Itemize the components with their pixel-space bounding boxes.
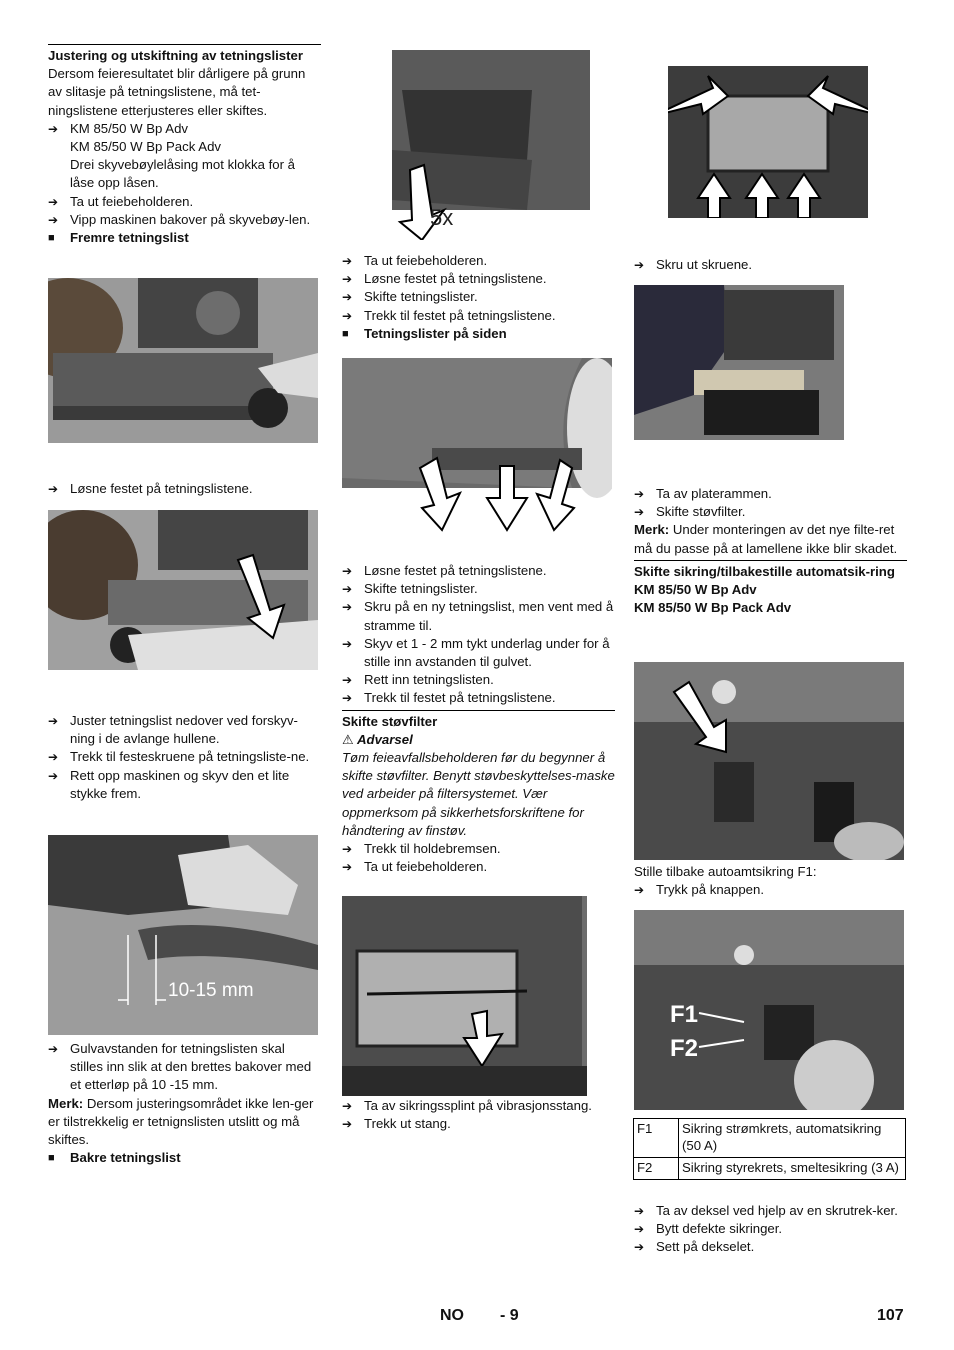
photo-filter-screws-drawing	[668, 66, 868, 218]
warning-label: ⚠ Advarsel	[342, 731, 413, 747]
fuse-description: Sikring styrekrets, smeltesikring (3 A)	[679, 1158, 906, 1180]
photo-vibration-rod	[342, 896, 587, 1096]
arrow-right-icon: ➔	[342, 308, 353, 323]
table-row	[634, 1119, 906, 1158]
arrow-right-icon: ➔	[342, 673, 353, 688]
photo-circuit-breaker-drawing	[634, 662, 904, 860]
warning-text: Tøm feieavfallsbeholderen før du begynner å skifte støvfilter. Benytt støvbeskyttelses-maske ved arbeider på filtersystemet. Vær oppmerksom på sikkerhetsforskriftene for håndtering av finstøv.	[342, 750, 615, 838]
column-3-step-a: ➔ Skru ut skruene.	[634, 256, 907, 274]
photo-circuit-breaker	[634, 662, 904, 860]
arrow-right-icon: ➔	[342, 254, 353, 268]
arrow-right-icon: ➔	[634, 487, 645, 501]
fuse-label-f2: F2	[670, 1035, 699, 1062]
bullet-front-strip: ■ Fremre tetningslist	[48, 229, 321, 247]
column-2-steps-d: ➔ Ta av sikringssplint på vibrasjonsstang. ➔ Trekk ut stang.	[342, 1097, 615, 1133]
reset-instruction: Stille tilbake autoamtsikring F1:	[634, 864, 817, 879]
warning-triangle-icon: ⚠	[342, 731, 354, 747]
arrow-right-icon: ➔	[634, 883, 645, 898]
photo-adjust-strip	[48, 510, 318, 670]
arrow-right-icon: ➔	[342, 564, 353, 578]
column-2-steps-b: ➔ Løsne festet på tetningslistene. ➔ Skifte tetningslister. ➔ Skru på en ny tetningslist, men vent med å stramme til. ➔ Skyv et 1 - 2 mm tykt underlag under for å stille inn avstanden til gulvet. ➔ Rett inn tetningslisten. ➔ Trekk til festet på tetningslistene. Skifte støvfilter ⚠ Advarsel Tøm feieavfallsbeholderen før du begynner å skifte støvfilter. Benytt støvbeskyttelses-maske ved arbeider på filtersystemet. Vær oppmerksom på sikkerhetsforskriftene for håndtering av finstøv. ➔ Trekk til holdebremsen. ➔ Ta ut feiebeholderen.	[342, 562, 615, 876]
arrow-right-icon: ➔	[48, 482, 59, 496]
column-1	[48, 44, 321, 247]
arrow-right-icon: ➔	[634, 1240, 645, 1255]
arrow-right-icon: ➔	[48, 768, 59, 783]
column-2-steps-a: ➔ Ta ut feiebeholderen. ➔ Løsne festet på tetningslistene. ➔ Skifte tetningslister. ➔ Trekk til festet på tetningslistene. ■ Tetningslister på siden	[342, 252, 615, 343]
repeat-count-label: 5x	[430, 205, 454, 230]
table-row	[634, 1158, 906, 1180]
arrow-right-icon: ➔	[342, 582, 353, 597]
fuse-table	[633, 1118, 906, 1180]
column-3-steps-b: ➔ Ta av platerammen. ➔ Skifte støvfilter. Merk: Under monteringen av det nye filte-ret må du passe på at lamellene ikke blir skadet. Skifte sikring/tilbakestille automatsik-ring KM 85/50 W Bp Adv KM 85/50 W Bp Pack Adv	[634, 485, 907, 617]
fuse-description: Sikring strømkrets, automatsikring (50 A)	[679, 1119, 906, 1158]
arrow-right-icon: ➔	[48, 194, 59, 209]
fuse-label-f1: F1	[670, 1001, 699, 1028]
step-item: ➔ Ta ut feiebeholderen.	[48, 193, 321, 211]
bullet-rear-strip: ■ Bakre tetningslist	[48, 1149, 321, 1167]
photo-remove-filter	[634, 285, 844, 440]
photo-adjust-strip-drawing	[48, 510, 318, 670]
photo-front-seal-strip-drawing	[48, 278, 318, 443]
arrow-right-icon: ➔	[634, 258, 645, 272]
arrow-right-icon: ➔	[634, 1222, 645, 1237]
photo-filter-screws	[668, 66, 868, 218]
measure-label: 10-15 mm	[168, 980, 254, 1001]
column-3-steps-d: ➔ Ta av deksel ved hjelp av en skrutrek-ker. ➔ Bytt defekte sikringer. ➔ Sett på dekselet.	[634, 1202, 907, 1257]
photo-vibration-rod-drawing	[342, 896, 587, 1096]
arrow-right-icon: ➔	[342, 272, 353, 287]
arrow-right-icon: ➔	[342, 691, 353, 706]
fuse-code: F2	[634, 1158, 679, 1180]
arrow-right-icon: ➔	[342, 842, 353, 857]
column-1-step-b: ➔ Løsne festet på tetningslistene.	[48, 480, 321, 498]
arrow-right-icon: ➔	[342, 1099, 353, 1113]
section-heading-fuse: Skifte sikring/tilbakestille automatsik-ring	[634, 560, 907, 581]
note-paragraph: Merk: Dersom justeringsområdet ikke len-ger er tilstrekkelig er tetnignslisten utslitt og må skiftes.	[48, 1095, 314, 1148]
bullet-side-strips: ■ Tetningslister på siden	[342, 325, 615, 343]
arrow-right-icon: ➔	[48, 121, 59, 136]
square-bullet-icon: ■	[342, 327, 349, 340]
footer-section: - 9	[500, 1307, 519, 1324]
note-paragraph: Merk: Under monteringen av det nye filte-ret må du passe på at lamellene ikke blir skadet.	[634, 522, 898, 556]
photo-fuses-drawing	[634, 910, 904, 1110]
model-line: KM 85/50 W Bp Pack Adv	[634, 600, 792, 616]
photo-remove-filter-drawing	[634, 285, 844, 440]
intro-paragraph: Dersom feieresultatet blir dårligere på grunn av slitasje på tetningslistene, må tet-ningslistene etterjusteres eller skiftes.	[48, 66, 306, 118]
column-3-reset: Stille tilbake autoamtsikring F1: ➔ Trykk på knappen.	[634, 863, 907, 899]
step-item: ➔ Vipp maskinen bakover på skyvebøy-len.	[48, 211, 321, 229]
step-item: ➔ KM 85/50 W Bp Adv	[48, 120, 321, 138]
arrow-right-icon: ➔	[48, 750, 59, 765]
arrow-right-icon: ➔	[342, 636, 353, 651]
section-heading-dust-filter: Skifte støvfilter	[342, 710, 615, 731]
column-1-steps-d: ➔ Gulvavstanden for tetningslisten skal stilles inn slik at den brettes bakover med et etterløp på 10 -15 mm. Merk: Dersom justeringsområdet ikke len-ger er tilstrekkelig er tetnignslisten utslitt og må skiftes. ■ Bakre tetningslist	[48, 1040, 321, 1167]
arrow-right-icon: ➔	[634, 505, 645, 520]
photo-side-strips-drawing	[342, 358, 612, 533]
column-1-steps-c: ➔ Juster tetningslist nedover ved forskyv-ning i de avlange hullene. ➔ Trekk til festeskruene på tetningsliste-ne. ➔ Rett opp maskinen og skyv den et lite stykke frem.	[48, 713, 310, 801]
footer-language: NO	[440, 1307, 464, 1324]
arrow-right-icon: ➔	[342, 860, 353, 875]
photo-side-strips	[342, 358, 612, 533]
photo-floor-clearance	[48, 835, 318, 1035]
arrow-right-icon: ➔	[48, 714, 59, 728]
square-bullet-icon: ■	[48, 232, 55, 245]
section-heading-seal-strips: Justering og utskiftning av tetningslister	[48, 44, 321, 65]
square-bullet-icon: ■	[48, 1152, 55, 1165]
photo-rear-strip	[342, 50, 590, 240]
arrow-right-icon: ➔	[48, 1042, 59, 1056]
model-line: KM 85/50 W Bp Pack Adv	[70, 139, 221, 155]
arrow-right-icon: ➔	[342, 600, 353, 615]
fuse-code: F1	[634, 1119, 679, 1158]
photo-floor-clearance-drawing	[48, 835, 318, 1035]
arrow-right-icon: ➔	[48, 212, 59, 227]
arrow-right-icon: ➔	[342, 290, 353, 305]
arrow-right-icon: ➔	[634, 1204, 645, 1218]
photo-fuses	[634, 910, 904, 1110]
arrow-right-icon: ➔	[342, 1117, 353, 1132]
photo-front-seal-strip	[48, 278, 318, 443]
model-line: KM 85/50 W Bp Adv	[634, 582, 757, 598]
model-note: Drei skyvebøylelåsing mot klokka for å låse opp låsen.	[70, 157, 295, 191]
photo-rear-strip-drawing	[342, 50, 590, 240]
footer-page-number: 107	[877, 1307, 904, 1324]
